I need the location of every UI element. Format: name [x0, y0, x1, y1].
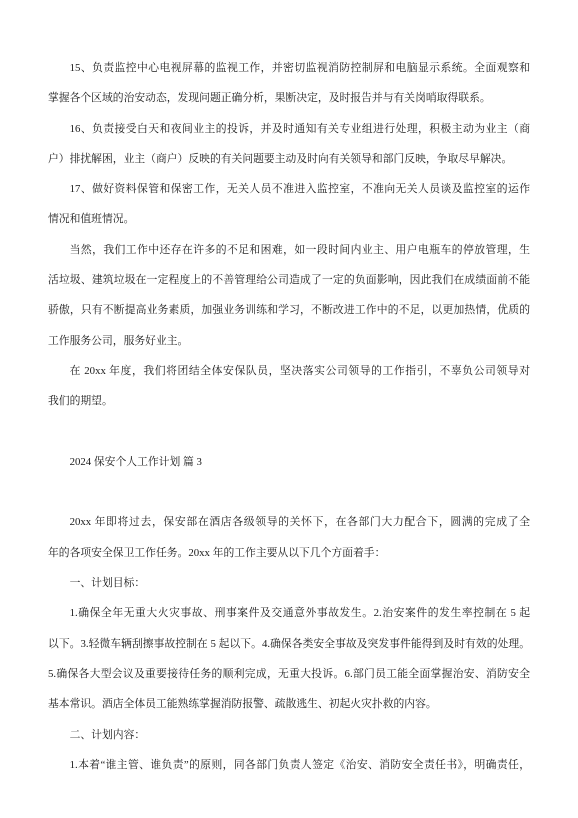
paragraph-line: 骄傲，只有不断提高业务素质，加强业务训练和学习，不断改进工作中的不足，以更加热情，优质的 — [48, 304, 530, 317]
paragraph-line: 1.本着“谁主管、谁负责”的原则，同各部门负责人签定《治安、消防安全责任书》，明确责任， — [69, 758, 530, 771]
paragraph-item-17 — [48, 174, 530, 235]
paragraph-outlook — [48, 356, 530, 417]
paragraph-line: 当然，我们工作中还存在许多的不足和困难，如一段时间内业主、用户电瓶车的停放管理，生 — [69, 243, 530, 256]
paragraph-line: 我们的期望。 — [48, 395, 113, 408]
paragraph-line: 户）排扰解困，业主（商户）反映的有关问题要主动及时向有关领导和部门反映，争取尽早解决。 — [48, 152, 513, 165]
paragraph-line: 以下。3.轻微车辆刮擦事故控制在 5 起以下。4.确保各类安全事故及突发事件能得到及时有效的处理。 — [48, 637, 530, 650]
section-heading: 2024 保安个人工作计划 篇 3 — [69, 455, 202, 468]
paragraph-shortcomings — [48, 235, 530, 356]
subheading-plan-content — [48, 720, 530, 750]
paragraph-plan-goals — [48, 598, 530, 719]
document-body — [48, 53, 530, 780]
paragraph-line: 20xx 年即将过去，保安部在酒店各级领导的关怀下，在各部门大力配合下，圆满的完成了全 — [69, 516, 530, 529]
paragraph-line: 年的各项安全保卫工作任务。20xx 年的工作主要从以下几个方面着手： — [48, 546, 386, 559]
paragraph-line: 1.确保全年无重大火灾事故、刑事案件及交通意外事故发生。2.治安案件的发生率控制在 5 起 — [69, 607, 530, 620]
subheading-plan-goals — [48, 568, 530, 598]
paragraph-line: 基本常识。酒店全体员工能熟练掌握消防报警、疏散逃生、初起火灾扑救的内容。 — [48, 698, 437, 711]
paragraph-line: 17、做好资料保管和保密工作，无关人员不准进入监控室，不准向无关人员谈及监控室的运作 — [69, 183, 530, 196]
paragraph-plan-content — [48, 750, 530, 780]
subheading-line: 一、计划目标： — [69, 577, 146, 590]
blank-line — [48, 417, 530, 447]
paragraph-line: 情况和值班情况。 — [48, 213, 135, 226]
subheading-line: 二、计划内容： — [69, 728, 146, 741]
paragraph-line: 工作服务公司，服务好业主。 — [48, 334, 189, 347]
paragraph-line: 活垃圾、建筑垃圾在一定程度上的不善管理给公司造成了一定的负面影响，因此我们在成绩面前不能 — [48, 274, 530, 287]
paragraph-line: 掌握各个区域的治安动态，发现问题正确分析，果断决定，及时报告并与有关岗哨取得联系。 — [48, 92, 491, 105]
paragraph-line: 5.确保各大型会议及重要接待任务的顺利完成，无重大投诉。6.部门员工能全面掌握治安、消防安全 — [48, 667, 530, 680]
paragraph-line: 16、负责接受白天和夜间业主的投诉，并及时通知有关专业组进行处理，积极主动为业主（商 — [69, 122, 530, 135]
paragraph-line: 15、负责监控中心电视屏幕的监视工作，并密切监视消防控制屏和电脑显示系统。全面观察和 — [69, 62, 530, 74]
blank-line — [48, 477, 530, 507]
paragraph-section-intro — [48, 507, 530, 568]
paragraph-item-15 — [48, 53, 530, 114]
paragraph-line: 在 20xx 年度，我们将团结全体安保队员，坚决落实公司领导的工作指引，不辜负公司领导对 — [69, 364, 530, 377]
paragraph-item-16 — [48, 114, 530, 175]
